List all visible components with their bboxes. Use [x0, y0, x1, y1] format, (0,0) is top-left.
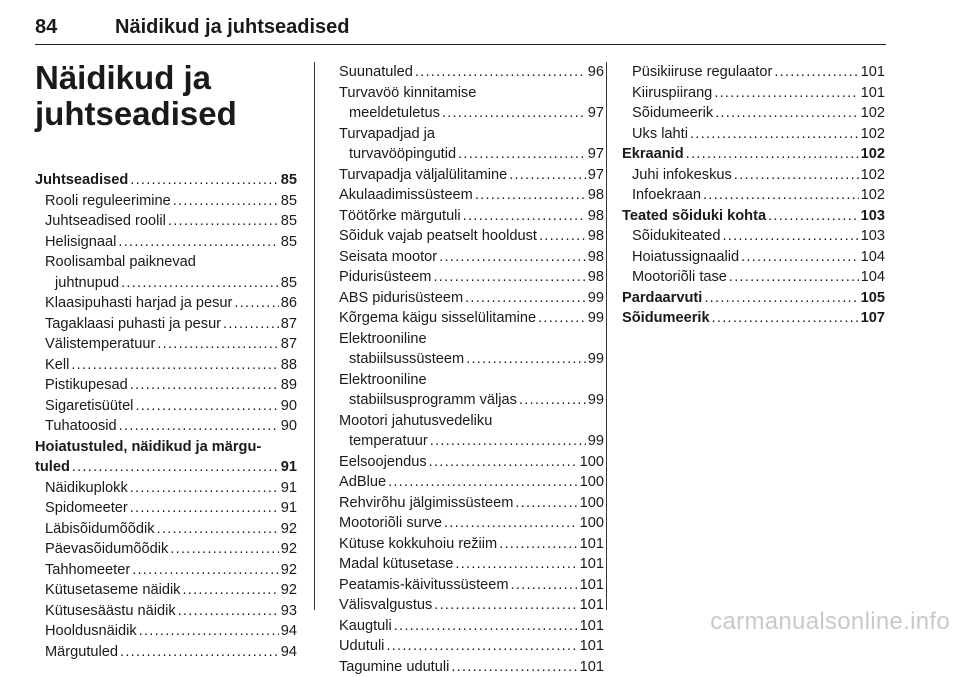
toc-entry-line[interactable]: Elektrooniline [339, 370, 604, 391]
toc-column-2 [339, 62, 604, 677]
toc-column-1 [35, 170, 297, 662]
toc-entry[interactable]: Tagumine udutuli . . . 101 [339, 657, 604, 677]
toc-section-line[interactable]: Hoiatustuled, näidikud ja märgu- [35, 437, 297, 458]
toc-entry[interactable]: Püsikiiruse regulaator . . . 101 [622, 62, 885, 83]
chapter-title: Näidikud ja juhtseadised [35, 60, 305, 132]
toc-entry[interactable]: Akulaadimissüsteem . . . 98 [339, 185, 604, 206]
toc-section[interactable]: Teated sõiduki kohta . . . 103 [622, 206, 885, 227]
toc-entry[interactable]: Peatamis-käivitussüsteem . . . 101 [339, 575, 604, 596]
toc-entry[interactable]: Pistikupesad . . . 89 [35, 375, 297, 396]
toc-entry[interactable]: Uks lahti . . . 102 [622, 124, 885, 145]
toc-entry[interactable]: Kiiruspiirang . . . 101 [622, 83, 885, 104]
toc-entry-line[interactable]: Mootori jahutusvedeliku [339, 411, 604, 432]
toc-entry[interactable]: Läbisõidumõõdik . . . 92 [35, 519, 297, 540]
toc-entry[interactable]: Infoekraan . . . 102 [622, 185, 885, 206]
toc-section[interactable]: Ekraanid . . . 102 [622, 144, 885, 165]
toc-entry[interactable]: Seisata mootor . . . 98 [339, 247, 604, 268]
toc-entry[interactable]: Hoiatussignaalid . . . 104 [622, 247, 885, 268]
toc-entry[interactable]: stabiilsussüsteem . . . 99 [339, 349, 604, 370]
toc-entry[interactable]: turvavööpingutid . . . 97 [339, 144, 604, 165]
toc-entry-line[interactable]: Elektrooniline [339, 329, 604, 350]
running-title: Näidikud ja juhtseadised [115, 16, 350, 39]
toc-entry[interactable]: juhtnupud . . . 85 [35, 273, 297, 294]
toc-entry[interactable]: Kütusetaseme näidik . . . 92 [35, 580, 297, 601]
toc-entry[interactable]: Juhi infokeskus . . . 102 [622, 165, 885, 186]
toc-entry[interactable]: meeldetuletus . . . 97 [339, 103, 604, 124]
toc-entry[interactable]: Kõrgema käigu sisselülitamine . . . 99 [339, 308, 604, 329]
toc-entry[interactable]: Turvapadja väljalülitamine . . . 97 [339, 165, 604, 186]
toc-entry[interactable]: Päevasõidumõõdik . . . 92 [35, 539, 297, 560]
toc-entry[interactable]: Eelsoojendus . . . 100 [339, 452, 604, 473]
toc-entry[interactable]: Rehvirõhu jälgimissüsteem . . . 100 [339, 493, 604, 514]
toc-entry[interactable]: Tahhomeeter . . . 92 [35, 560, 297, 581]
toc-entry[interactable]: Sõidukiteated . . . 103 [622, 226, 885, 247]
toc-entry[interactable]: Mootoriõli surve . . . 100 [339, 513, 604, 534]
toc-entry[interactable]: Välisvalgustus . . . 101 [339, 595, 604, 616]
toc-section[interactable]: Sõidumeerik . . . 107 [622, 308, 885, 329]
toc-entry[interactable]: Sõidumeerik . . . 102 [622, 103, 885, 124]
toc-entry[interactable]: Välistemperatuur . . . 87 [35, 334, 297, 355]
toc-entry[interactable]: Helisignaal . . . 85 [35, 232, 297, 253]
toc-section[interactable]: Juhtseadised . . . 85 [35, 170, 297, 191]
page-number: 84 [35, 16, 57, 39]
toc-entry[interactable]: Märgutuled . . . 94 [35, 642, 297, 663]
toc-entry[interactable]: temperatuur . . . 99 [339, 431, 604, 452]
toc-entry[interactable]: Rooli reguleerimine . . . 85 [35, 191, 297, 212]
toc-entry[interactable]: Töötõrke märgutuli . . . 98 [339, 206, 604, 227]
column-divider [314, 62, 315, 610]
toc-entry[interactable]: Klaasipuhasti harjad ja pesur . . . 86 [35, 293, 297, 314]
toc-entry[interactable]: Tagaklaasi puhasti ja pesur . . . 87 [35, 314, 297, 335]
column-divider [606, 62, 607, 610]
toc-entry[interactable]: Näidikuplokk . . . 91 [35, 478, 297, 499]
toc-entry[interactable]: ABS pidurisüsteem . . . 99 [339, 288, 604, 309]
toc-entry[interactable]: stabiilsusprogramm väljas . . . 99 [339, 390, 604, 411]
toc-section[interactable]: Pardaarvuti . . . 105 [622, 288, 885, 309]
toc-entry-line[interactable]: Turvapadjad ja [339, 124, 604, 145]
toc-entry[interactable]: AdBlue . . . 100 [339, 472, 604, 493]
toc-entry-line[interactable]: Roolisambal paiknevad [35, 252, 297, 273]
toc-entry[interactable]: Kell . . . 88 [35, 355, 297, 376]
toc-entry[interactable]: Pidurisüsteem . . . 98 [339, 267, 604, 288]
toc-entry[interactable]: Hooldusnäidik . . . 94 [35, 621, 297, 642]
toc-entry-line[interactable]: Turvavöö kinnitamise [339, 83, 604, 104]
page-header [35, 8, 886, 45]
toc-entry[interactable]: Suunatuled . . . 96 [339, 62, 604, 83]
toc-section[interactable]: tuled . . . 91 [35, 457, 297, 478]
toc-entry[interactable]: Sigaretisüütel . . . 90 [35, 396, 297, 417]
toc-entry[interactable]: Udutuli . . . 101 [339, 636, 604, 657]
toc-entry[interactable]: Kütusesäästu näidik . . . 93 [35, 601, 297, 622]
watermark: carmanualsonline.info [710, 608, 950, 636]
toc-entry[interactable]: Sõiduk vajab peatselt hooldust . . . 98 [339, 226, 604, 247]
toc-entry[interactable]: Spidomeeter . . . 91 [35, 498, 297, 519]
toc-entry[interactable]: Kaugtuli . . . 101 [339, 616, 604, 637]
toc-entry[interactable]: Madal kütusetase . . . 101 [339, 554, 604, 575]
toc-entry[interactable]: Juhtseadised roolil . . . 85 [35, 211, 297, 232]
toc-column-3 [622, 62, 885, 329]
toc-entry[interactable]: Tuhatoosid . . . 90 [35, 416, 297, 437]
toc-entry[interactable]: Mootoriõli tase . . . 104 [622, 267, 885, 288]
toc-entry[interactable]: Kütuse kokkuhoiu režiim . . . 101 [339, 534, 604, 555]
